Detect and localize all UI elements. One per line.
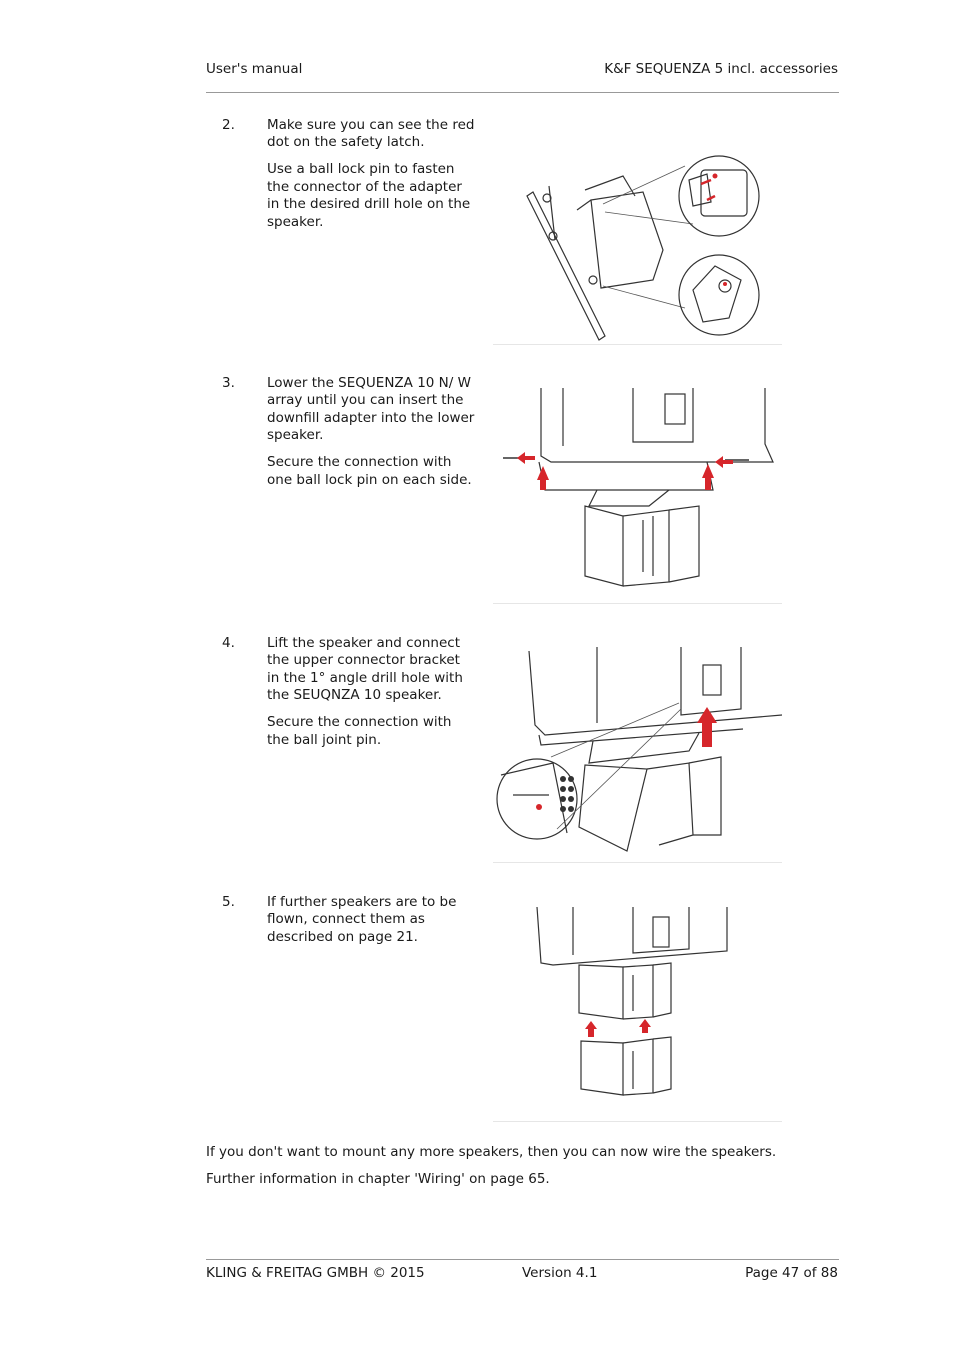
step-text: Make sure you can see the red dot on the safety latch. [267,117,475,151]
step-text: If further speakers are to be flown, connect them as described on page 21. [267,894,457,945]
further-speakers-figure [493,905,782,1121]
closing-paragraph: If you don't want to mount any more speakers, then you can now wire the speakers. [206,1144,777,1160]
downfill-adapter-figure [493,386,782,592]
step-text: Secure the connection with one ball lock pin on each side. [267,454,472,488]
footer-version: Version 4.1 [522,1265,598,1281]
step-5 [206,894,476,956]
step-number: 4. [222,635,235,651]
step-text: Lower the SEQUENZA 10 N/ W array until you can insert the downfill adapter into the lower speaker. [267,375,475,444]
wiring-reference: Further information in chapter 'Wiring' on page 65. [206,1171,550,1187]
step-number: 5. [222,894,235,910]
header-left: User's manual [206,61,303,77]
further-speakers-illustration [493,905,782,1121]
downfill-adapter-insert-illustration [493,386,782,592]
step-text: Lift the speaker and connect the upper connector bracket in the 1° angle drill hole with the SEUQNZA 10 speaker. [267,635,463,704]
figure-divider [493,344,782,345]
safety-latch-figure [493,140,782,344]
footer-company: KLING & FREITAG GMBH © 2015 [206,1265,425,1281]
footer-page-number: Page 47 of 88 [745,1265,838,1281]
step-number: 3. [222,375,235,391]
header-rule [206,92,839,93]
footer-rule [206,1259,839,1260]
step-3 [206,375,476,498]
figure-divider [493,603,782,604]
header-right: K&F SEQUENZA 5 incl. accessories [604,61,838,77]
figure-divider [493,1121,782,1122]
figure-divider [493,862,782,863]
connector-bracket-lift-illustration [493,645,782,852]
step-number: 2. [222,117,235,133]
connector-bracket-figure [493,645,782,852]
step-2 [206,117,476,240]
step-text: Secure the connection with the ball joint pin. [267,714,452,748]
safety-latch-detail-illustration [493,140,782,344]
step-4 [206,635,476,758]
step-text: Use a ball lock pin to fasten the connector of the adapter in the desired drill hole on the speaker. [267,161,471,230]
